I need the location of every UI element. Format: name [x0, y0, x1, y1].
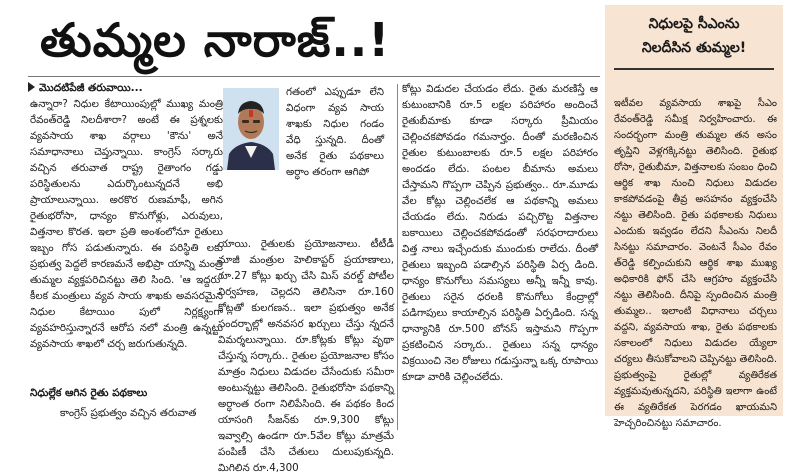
kicker: [28, 81, 228, 95]
sub-heading-text: కాంగ్రెస్ ప్రభుత్వం వచ్చిన తరువాత: [60, 407, 197, 419]
article-column-2-bottom: యాయి. రైతులకు ప్రయోజనాలు. టీటీడీ మాజీ మంత్రుల హెలికాప్టర్ ప్రయాణాలు, రూ.27 కోట్లు ఖర్చు చేసి మిస్ వరల్డ్ పోటీల నిర్వహణ, చెల్లదని తెలిసినా రూ.160 కోట్లతో కులగణన.. ఇలా ప్రభుత్వం అనేక సందర్భాల్లో అనవసర ఖర్చులు చేస్తు న్నదనే విమర్శలున్నాయి. రూ.కోట్లకు కోట్లు వృథా చేస్తున్న సర్కారు.. రైతుల ప్రయోజనాల కోసం మాత్రం నిధులు విడుదల చేసేందుకు సమీరా అంటున్నట్టు తెలిసింది. రైతుభరోసా పథకాన్ని అర్ధాంత రంగా నిలిపేసింది. ఈ పథకం కింద యాసంగి సీజన్‌కు రూ.9,300 కోట్లు ఇవ్వాల్సి ఉండగా రూ.5వేల కోట్లు మాత్రమే పంపిణీ చేసి చేతులు దులుపుకున్నది. మిగిలిన రూ.4,300: [218, 238, 394, 474]
article-column-1: ఉన్నారా? నిధుల కేటాయింపుల్లో ముఖ్య మంత్రి రేవంత్‌రెడ్డి నిలదీశారా? అంటే ఈ ప్రశ్నలకు వ్యవసాయ శాఖ వర్గాలు 'కౌను' అనే సమాధానాలు చెప్తున్నాయి. కాంగ్రెస్ సర్కారు వచ్చిన తరువాత రాష్ట్ర రైతాంగం గడ్డు పరిస్థితులను ఎదుర్కొంటున్నదనే అభి ప్రాయాలున్నాయి. అరకొర రుణమాఫీ, అగిన రైతుభరోసా, ధాన్యం కొనుగోళ్లు, ఎరువులు, విత్తనాల కొరత. ఇలా ప్రతి అంశంలోనూ రైతులు ఇబ్బం గోస పడుతున్నారు. ఈ పరిస్థితి లకు ప్రభుత్వ పెద్దలే కారణమనే అభిప్రా యాన్ని మంత్రి తుమ్మల వ్యక్తపరిచినట్టు తెలి సింది. 'ఆ ఇద్దరు' కీలక మంత్రులు వ్యవ సాయ శాఖకు అవసరమైన నిధుల కేటాయిం పులో నిర్లక్ష్యంగా వ్యవహరిస్తున్నారనే ఆరోప నలో మంత్రి ఉన్నట్టు వ్యవసాయ శాఖలో చర్చ జరుగుతున్నది.: [30, 98, 223, 350]
kicker-text: మొదటిపేజీ తరువాయి...: [39, 82, 143, 94]
portrait-photo: [223, 88, 279, 170]
portrait-icon: [223, 88, 279, 170]
headline: తుమ్మల నారాజ్‌..!: [40, 13, 391, 67]
column-divider: [397, 84, 398, 430]
article-column-2-top: గతంలో ఎప్పుడూ లేని విధంగా వ్యవ సాయ శాఖకు నిధుల గండం వేధి స్తున్నది. దీంతో అనేక రైతు పథకాలు అర్ధాం తరంగా ఆగిపో: [286, 86, 384, 178]
article-column-3: కోట్లు విడుదల చేయడం లేదు. రైతు మరణిస్తే ఆ కుటుంబానికి రూ.5 లక్షల పరిహారం అందించే రైతుబీమాకు కూడా సర్కారు ప్రీమియం చెల్లించకపోవడం గమనార్హం. దీంతో మరణించిన రైతుల కుటుంబాలకు రూ.5 లక్షల పరిహారం అందడం లేదు. పంటల బీమాను అమలు చేస్తామని గొప్పగా చెప్పిన ప్రభుత్వం.. రూ.మూడు వేల కోట్లు చెల్లించలేక ఆ పథకాన్ని అమలు చేయడం లేదు. నిరుడు పచ్చిరొట్ట విత్తనాల బకాయిలు చెల్లించకపోవడంతో సరఫరాదారులు విత్త నాలు ఇచ్చేందుకు ముందుకు రాలేదు. దీంతో రైతులు ఇబ్బంది పడాల్సిన పరిస్థితి ఏర్ప డింది. ధాన్యం కొనుగోలు సమస్యలు అన్నీ ఇన్నీ కావు. రైతులు సరైన ధరలకి కొనుగోలు కేంద్రాల్లో పడిగాపులు కాయాల్సిన పరిస్థితి ఏర్పడింది. సన్న ధాన్యానికి రూ.500 బోనస్ ఇస్తామని గొప్పగా ప్రకటించిన సర్కారు.. రైతులు సన్న ధాన్యం విక్రయించి నెల రోజులు గడుస్తున్నా ఒక్క రూపాయి కూడా వారికి చెల్లించలేదు.: [402, 83, 598, 383]
sidebar-title: నిధులపై సీఎంను నిలదీసిన తుమ్మల!: [641, 16, 747, 56]
triangle-icon: [28, 82, 35, 92]
sidebar-text: ఇటీవల వ్యవసాయ శాఖపై సీఎం రేవంత్‌రెడ్డి సమీక్ష నిర్వహించారు. ఈ సందర్భంగా మంత్రి తుమ్మల తన అసం తృప్తిని వెళ్లగక్కినట్టు తెలిసింది. రైతుభ రోసా, రైతుబీమా, విత్తనాలకు సంబం ధించి ఆర్థిక శాఖ నుంచి నిధులు విడుదల కాకపోవడంపై తీవ్ర అసహనం వ్యక్తంచేసి నట్టు తెలిసింది. రైతు పథకాలకు నిధులు ఎందుకు ఇవ్వడం లేదని సీఎంను నిలదీ సినట్టు సమాచారం. వెంటనే సీఎం రేవం త్‌రెడ్డి కల్పించుకుని ఆర్థిక శాఖ ముఖ్య అధికారికి ఫోన్ చేసి ఆగ్రహం వ్యక్తంచేసి నట్టు తెలిసింది. దీనిపై స్పందించిన మంత్రి తుమ్మల.. ఇలాంటి విధానాలు చర్చలు వద్దని, వ్యవసాయ శాఖ, రైతు పథకాలకు సకాలంలో నిధులు విడుదల య్యేలా చర్యలు తీసుకోవాలని చెప్పినట్టు తెలిసింది. ప్రభుత్వంపై రైతుల్లో వ్యతిరేకత వ్యక్తమవుతున్నదని, పరిస్థితి ఇలాగా ఉంటే ఈ వ్యతిరేకత పెరగడం ఖాయమని హెచ్చరించినట్టు సమాచారం.: [614, 98, 777, 429]
headline-rule: [28, 76, 600, 77]
sidebar-title-rule: [614, 68, 774, 70]
sub-heading: [30, 386, 220, 420]
sub-heading-title: నిధుల్లేక ఆగిన రైతు పథకాలు: [30, 387, 148, 399]
